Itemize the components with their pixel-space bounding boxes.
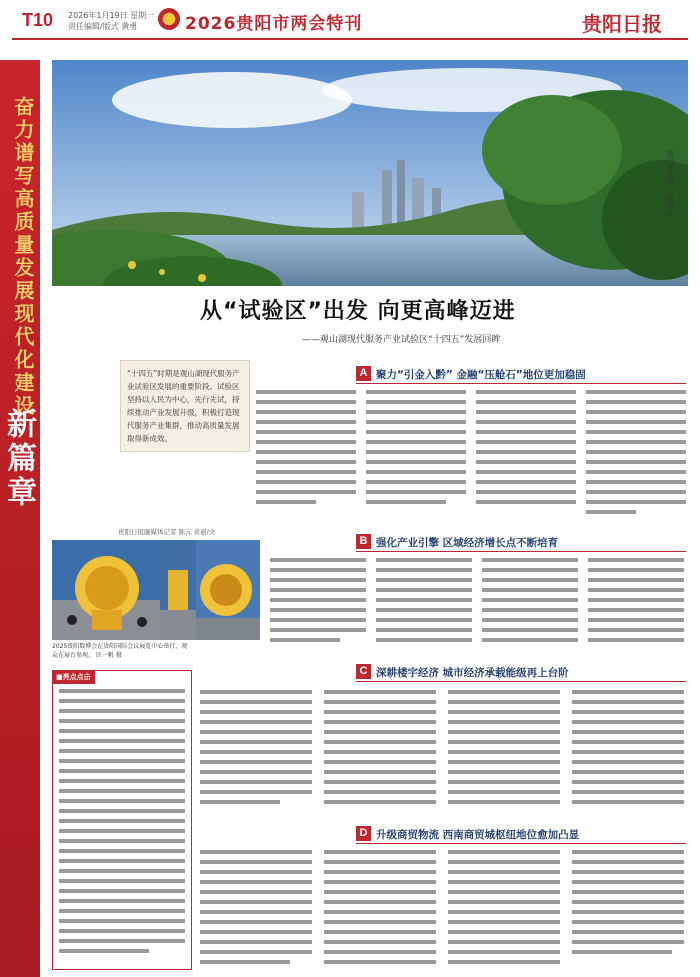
exhibition-photo-mid xyxy=(160,540,196,640)
page-number: T10 xyxy=(22,10,54,30)
highlight-text-lines xyxy=(53,671,191,969)
section-b-badge: B xyxy=(356,534,371,549)
section-b-title: 强化产业引擎 区域经济增长点不断培育 xyxy=(376,537,559,549)
emblem-icon xyxy=(158,8,180,30)
section-b-header xyxy=(356,534,686,550)
header-meta xyxy=(68,10,158,32)
sub-headline: ——观山湖现代服务产业试验区“十四五”发展回眸 xyxy=(302,335,501,345)
highlight-box xyxy=(52,670,192,970)
section-d-text-lines xyxy=(200,848,686,970)
byline: 贵阳日报融媒体记者 陈亢 黄丽/文 xyxy=(118,528,216,536)
highlight-tag: ■亮点点击 xyxy=(52,670,95,684)
photo-illustration xyxy=(52,60,688,286)
section-d-title: 升级商贸物流 西南商贸城枢纽地位愈加凸显 xyxy=(376,829,580,841)
photo-caption: 观山湖公园。 陈刚 摄 xyxy=(666,150,674,218)
section-b-text-lines xyxy=(270,556,686,656)
section-a-text-lines xyxy=(256,388,686,523)
exhibition-photo xyxy=(52,540,160,640)
header-date: 2026年1月19日 星期一 xyxy=(68,11,155,20)
main-headline: 从“试验区”出发 向更高峰迈进 xyxy=(200,299,516,324)
intro-text: “十四五”时期是观山湖现代服务产业试验区发展的重要阶段。试验区坚持以人民为中心，先行先试，持续推动产业发展升级，积极打造现代服务产业集群，推动高质量发展取得新成效。 xyxy=(127,369,240,443)
section-d-body xyxy=(200,848,686,970)
header-editor: 责任编辑/版式 黄勇 xyxy=(68,22,138,31)
section-d-header xyxy=(356,826,686,842)
lake-park-photo xyxy=(52,60,688,286)
intro-box xyxy=(120,360,250,452)
section-a-title: 聚力“引金入黔” 金融“压舱石”地位更加稳固 xyxy=(376,369,586,381)
exhibition-illustration-2 xyxy=(196,540,260,640)
exhibition-caption: 2025贵阳数博会在贵阳国际会议展览中心举行，观众在展台参观。 匡一帆 摄 xyxy=(52,643,188,659)
section-c-header xyxy=(356,664,686,680)
section-c-badge: C xyxy=(356,664,371,679)
section-a-body xyxy=(256,388,686,523)
section-c-text-lines xyxy=(200,688,686,818)
banner-title: 奋力谱写高质量发展现代化建设 xyxy=(11,96,35,418)
section-c-body xyxy=(200,688,686,818)
newspaper-brand: 贵阳日报 xyxy=(582,12,662,36)
header-divider xyxy=(12,38,688,40)
banner-big-text: 新篇章 xyxy=(1,408,36,510)
exhibition-illustration xyxy=(52,540,160,640)
exhibition-photo-2 xyxy=(196,540,260,640)
section-c-title: 深耕楼宇经济 城市经济承载能级再上台阶 xyxy=(376,667,569,679)
special-issue-title: 2026贵阳市两会特刊 xyxy=(185,14,363,34)
section-a-header xyxy=(356,366,686,382)
section-d-badge: D xyxy=(356,826,371,841)
section-b-body xyxy=(270,556,686,656)
section-a-badge: A xyxy=(356,366,371,381)
